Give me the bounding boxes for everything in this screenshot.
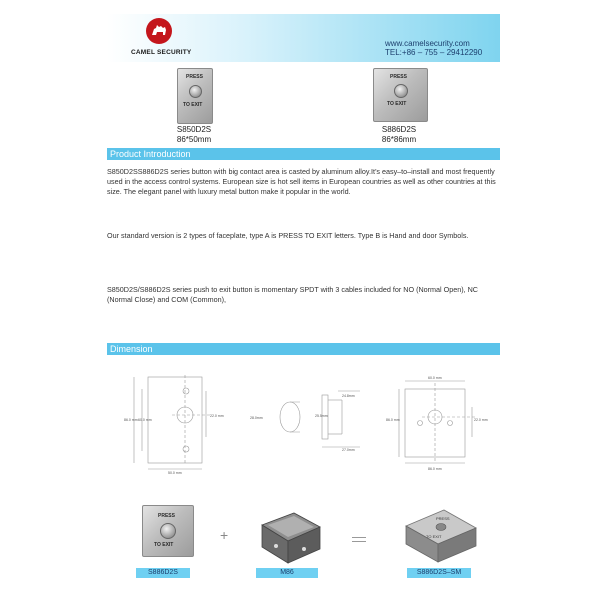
- plate-text-press: PRESS: [390, 74, 407, 80]
- plate-text-press: PRESS: [436, 516, 450, 521]
- section-header-intro: [107, 148, 500, 160]
- intro-paragraph: S850D2S/S886D2S series push to exit button is momentary SPDT with 3 cables included for NO (Normal Open), NC (Normal Close) and COM (Common),: [107, 285, 478, 304]
- plate-text-exit: TO EXIT: [154, 542, 174, 548]
- dim-label: 22.0 mm: [210, 414, 224, 418]
- phone-number: TEL:+86 – 755 – 29412290: [385, 48, 483, 57]
- back-box-image: [256, 505, 326, 567]
- product-image-s886d2s: [373, 68, 428, 122]
- plate-text-exit: TO EXIT: [387, 101, 407, 107]
- plate-text-exit: TO EXIT: [183, 102, 203, 108]
- dim-label: 86.0 mm: [124, 418, 138, 422]
- plate-text-press: PRESS: [158, 513, 175, 519]
- dim-label: 24.8mm: [342, 394, 355, 398]
- product-model: S886D2S: [381, 125, 417, 134]
- website-url[interactable]: www.camelsecurity.com: [385, 39, 470, 48]
- combo-plate-image: [142, 505, 194, 557]
- intro-paragraph: S850D2SS886D2S series button with big contact area is casted by aluminum alloy.It’s easy–to–install and most frequently used in the access control systems. European size is hot sell items in European countries as well as other countries at this size. The elegant panel with luxury metal button make it popular in the world.: [107, 167, 496, 196]
- dim-label: 25.5mm: [315, 414, 328, 418]
- dim-label: 60.0 mm: [138, 418, 152, 422]
- intro-paragraph: Our standard version is 2 types of faceplate, type A is PRESS TO EXIT letters. Type B is Hand and door Symbols.: [107, 231, 469, 240]
- push-button-icon: [160, 523, 176, 539]
- dimension-drawing: [110, 367, 495, 477]
- section-title: Dimension: [110, 344, 153, 354]
- dim-label: 86.0 mm: [428, 467, 442, 471]
- combo-label: S886D2S–SM: [407, 568, 471, 578]
- dim-label: 22.0 mm: [474, 418, 488, 422]
- dim-label: 60.0 mm: [428, 376, 442, 380]
- push-button-icon: [189, 85, 202, 98]
- camel-logo-icon: [146, 18, 172, 44]
- section-title: Product Introduction: [110, 149, 191, 159]
- plate-text-press: PRESS: [186, 74, 203, 80]
- product-size: 86*50mm: [176, 135, 212, 144]
- brand-name: CAMEL SECURITY: [131, 49, 192, 56]
- dim-label: 27.0mm: [342, 448, 355, 452]
- product-model: S850D2S: [176, 125, 212, 134]
- section-header-dimension: [107, 343, 500, 355]
- equals-sign: [352, 537, 366, 542]
- product-size: 86*86mm: [381, 135, 417, 144]
- surface-mount-image: [400, 500, 480, 568]
- push-button-icon: [394, 84, 408, 98]
- dim-label: 86.0 mm: [386, 418, 400, 422]
- plus-sign: +: [220, 527, 229, 543]
- combo-label: M86: [256, 568, 318, 578]
- dim-label: 28.0mm: [250, 416, 263, 420]
- plate-text-exit: TO EXIT: [426, 534, 442, 539]
- dim-label: 50.0 mm: [168, 471, 182, 475]
- combo-label: S886D2S: [136, 568, 190, 578]
- product-image-s850d2s: [177, 68, 213, 124]
